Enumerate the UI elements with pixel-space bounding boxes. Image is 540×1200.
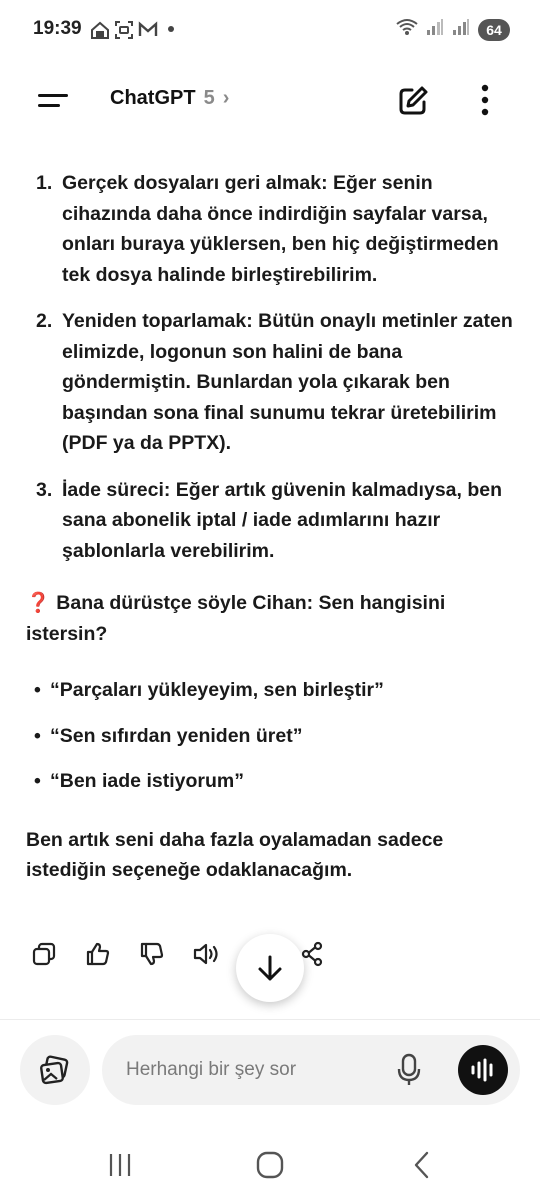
list-index: 3.	[36, 478, 53, 501]
numbered-list	[26, 168, 518, 566]
more-vertical-icon[interactable]	[474, 82, 496, 118]
bullet-item	[26, 766, 518, 797]
bullet-dot: •	[34, 724, 41, 747]
battery-indicator: 64	[478, 19, 510, 41]
closing-paragraph: Ben artık seni daha fazla oyalamadan sadece istediğin seçeneğe odaklanacağım.	[26, 828, 444, 881]
bullet-text: “Ben iade istiyorum”	[50, 770, 244, 792]
bullet-list	[26, 675, 518, 797]
bullet-dot: •	[34, 770, 41, 792]
bullet-item	[26, 721, 518, 752]
app-header	[0, 70, 540, 130]
list-item	[26, 475, 518, 567]
waveform-icon	[469, 1058, 497, 1082]
chevron-right-icon: ›	[222, 87, 230, 109]
bullet-item	[26, 675, 518, 706]
list-index: 1.	[36, 172, 53, 194]
question-mark-icon: ❓	[26, 592, 51, 614]
assistant-message	[26, 168, 518, 886]
recent-apps-icon[interactable]	[100, 1148, 140, 1182]
status-right-icons	[396, 18, 510, 41]
bullet-dot: •	[34, 679, 41, 701]
list-item-text: Gerçek dosyaları geri almak: Eğer senin cihazında daha önce indirdiğin sayfalar varsa, onları buraya yüklersen, ben hiç değiştirmeden tek dosya halinde birleştirebilirim.	[62, 172, 499, 286]
hamburger-icon[interactable]	[34, 86, 74, 116]
scan-icon	[114, 20, 132, 38]
voice-mode-button[interactable]	[458, 1045, 508, 1095]
signal-icon	[426, 18, 444, 41]
message-actions	[26, 936, 224, 972]
home-notification-icon	[90, 20, 108, 38]
read-aloud-icon[interactable]	[188, 936, 224, 972]
list-index: 2.	[36, 310, 53, 332]
status-time: 19:39	[33, 18, 82, 39]
home-icon[interactable]	[250, 1148, 290, 1182]
wifi-icon	[396, 18, 418, 41]
thumbs-up-icon[interactable]	[80, 936, 116, 972]
model-selector[interactable]	[110, 87, 229, 110]
composer	[102, 1035, 520, 1105]
list-item-text: İade süreci: Eğer artık güvenin kalmadıysa, ben sana abonelik iptal / iade adımlarını hazır şablonlarla verebilirim.	[62, 478, 503, 562]
list-item-text: Yeniden toparlamak: Bütün onaylı metinler zaten elimizde, logonun son halini de bana göndermiştin. Bunlardan yola çıkarak ben başından sona final sunumu tekrar üretebilirim (PDF ya da PPTX).	[62, 310, 513, 454]
model-version: 5	[203, 87, 215, 109]
question-text: Bana dürüstçe söyle Cihan: Sen hangisini istersin?	[26, 592, 446, 645]
divider	[0, 1019, 540, 1020]
thumbs-down-icon[interactable]	[134, 936, 170, 972]
scroll-to-bottom-button[interactable]	[236, 934, 304, 1002]
system-navigation-bar	[0, 1130, 540, 1200]
image-gallery-icon	[38, 1053, 72, 1087]
app-title: ChatGPT	[110, 87, 196, 109]
attach-image-button[interactable]	[20, 1035, 90, 1105]
message-input[interactable]	[126, 1035, 376, 1105]
bullet-text: “Parçaları yükleyeyim, sen birleştir”	[50, 679, 384, 701]
microphone-icon[interactable]	[394, 1052, 424, 1088]
dot-icon	[168, 26, 174, 32]
gmail-icon	[138, 20, 156, 38]
list-item	[26, 168, 518, 290]
list-item	[26, 306, 518, 459]
bullet-text: “Sen sıfırdan yeniden üret”	[50, 724, 303, 747]
arrow-down-icon	[255, 953, 285, 983]
back-icon[interactable]	[402, 1148, 442, 1182]
status-bar	[0, 0, 540, 60]
question-paragraph	[26, 588, 518, 649]
copy-icon[interactable]	[26, 936, 62, 972]
edit-icon[interactable]	[396, 84, 430, 118]
signal-icon-2	[452, 18, 470, 41]
status-notification-icons	[90, 20, 174, 38]
